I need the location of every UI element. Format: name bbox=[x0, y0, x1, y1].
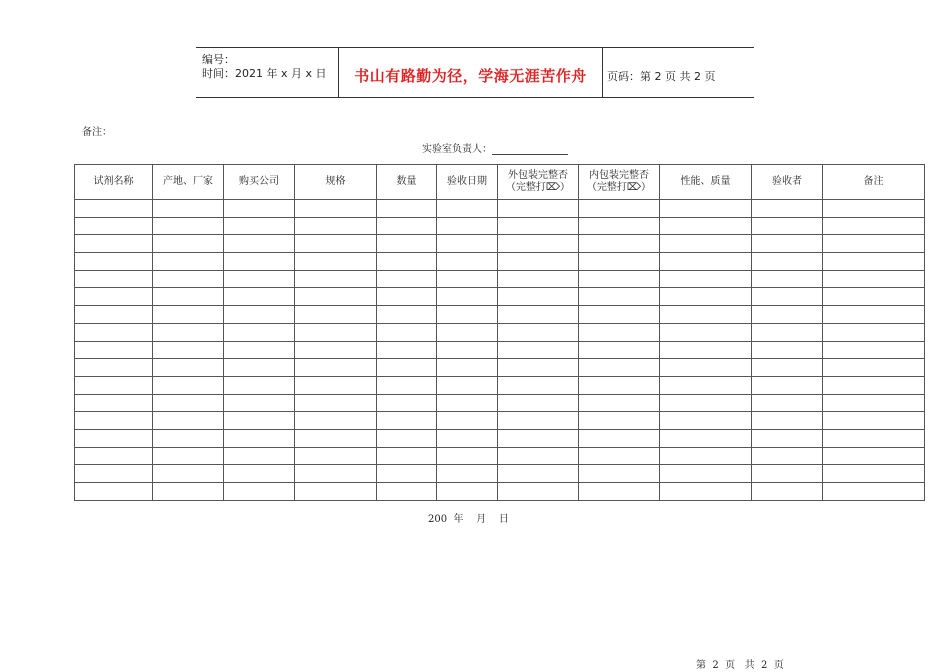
table-row bbox=[75, 288, 925, 306]
table-cell[interactable] bbox=[75, 270, 153, 288]
table-cell[interactable] bbox=[498, 394, 579, 412]
table-row bbox=[75, 359, 925, 377]
signature-blank-line bbox=[492, 144, 568, 155]
table-cell[interactable] bbox=[295, 376, 377, 394]
table-cell[interactable] bbox=[823, 412, 925, 430]
table-cell[interactable] bbox=[579, 483, 660, 501]
table-cell[interactable] bbox=[153, 253, 224, 271]
table-cell[interactable] bbox=[437, 253, 498, 271]
table-cell[interactable] bbox=[75, 465, 153, 483]
table-cell[interactable] bbox=[752, 323, 823, 341]
table-cell[interactable] bbox=[295, 394, 377, 412]
table-cell[interactable] bbox=[377, 412, 437, 430]
table-cell[interactable] bbox=[75, 235, 153, 253]
column-header-label: 产地、厂家 bbox=[163, 176, 213, 187]
table-cell[interactable] bbox=[498, 323, 579, 341]
table-cell[interactable] bbox=[579, 306, 660, 324]
footer-page-number: 第 2 页 共 2 页 bbox=[696, 660, 784, 671]
table-cell[interactable] bbox=[377, 217, 437, 235]
motto-text: 书山有路勤为径，学海无涯苦作舟 bbox=[354, 67, 587, 85]
table-cell[interactable] bbox=[224, 341, 295, 359]
table-cell[interactable] bbox=[295, 447, 377, 465]
table-cell[interactable] bbox=[823, 253, 925, 271]
table-cell[interactable] bbox=[660, 235, 752, 253]
table-cell[interactable] bbox=[224, 447, 295, 465]
table-cell[interactable] bbox=[153, 359, 224, 377]
column-header bbox=[75, 165, 153, 200]
table-cell[interactable] bbox=[295, 288, 377, 306]
table-header-row bbox=[75, 165, 925, 200]
table-cell[interactable] bbox=[75, 323, 153, 341]
table-cell[interactable] bbox=[660, 217, 752, 235]
table-row bbox=[75, 483, 925, 501]
lab-responsible bbox=[422, 140, 568, 155]
column-header bbox=[153, 165, 224, 200]
table-cell[interactable] bbox=[75, 412, 153, 430]
table-cell[interactable] bbox=[498, 447, 579, 465]
table-cell[interactable] bbox=[752, 270, 823, 288]
table-cell[interactable] bbox=[752, 341, 823, 359]
table-cell[interactable] bbox=[579, 217, 660, 235]
table-cell[interactable] bbox=[660, 412, 752, 430]
table-cell[interactable] bbox=[75, 306, 153, 324]
table-cell[interactable] bbox=[660, 394, 752, 412]
table-cell[interactable] bbox=[377, 447, 437, 465]
table-cell[interactable] bbox=[660, 288, 752, 306]
table-cell[interactable] bbox=[752, 394, 823, 412]
table-cell[interactable] bbox=[823, 288, 925, 306]
table-cell[interactable] bbox=[823, 306, 925, 324]
table-cell[interactable] bbox=[498, 253, 579, 271]
table-cell[interactable] bbox=[153, 412, 224, 430]
table-cell[interactable] bbox=[498, 217, 579, 235]
table-cell[interactable] bbox=[75, 217, 153, 235]
table-cell[interactable] bbox=[295, 341, 377, 359]
table-cell[interactable] bbox=[660, 341, 752, 359]
table-cell[interactable] bbox=[437, 235, 498, 253]
column-header-label: 外包装完整否 bbox=[508, 170, 568, 181]
table-cell[interactable] bbox=[224, 200, 295, 218]
table-cell[interactable] bbox=[75, 359, 153, 377]
header-left-cell bbox=[196, 48, 338, 97]
table-cell[interactable] bbox=[153, 483, 224, 501]
table-cell[interactable] bbox=[498, 341, 579, 359]
column-header bbox=[377, 165, 437, 200]
table-cell[interactable] bbox=[752, 483, 823, 501]
table-cell[interactable] bbox=[437, 306, 498, 324]
table-row bbox=[75, 376, 925, 394]
table-cell[interactable] bbox=[752, 253, 823, 271]
table-cell[interactable] bbox=[75, 483, 153, 501]
table-cell[interactable] bbox=[752, 447, 823, 465]
table-cell[interactable] bbox=[224, 217, 295, 235]
table-cell[interactable] bbox=[153, 235, 224, 253]
table-cell[interactable] bbox=[823, 447, 925, 465]
table-cell[interactable] bbox=[153, 465, 224, 483]
column-header-label: 购买公司 bbox=[239, 176, 279, 187]
table-cell[interactable] bbox=[752, 235, 823, 253]
table-cell[interactable] bbox=[437, 483, 498, 501]
table-row bbox=[75, 200, 925, 218]
table-cell[interactable] bbox=[437, 429, 498, 447]
document-time: 时间：2021 年 x 月 x 日 bbox=[202, 67, 327, 80]
table-row bbox=[75, 341, 925, 359]
table-row bbox=[75, 447, 925, 465]
table-cell[interactable] bbox=[579, 412, 660, 430]
table-cell[interactable] bbox=[224, 270, 295, 288]
table-cell[interactable] bbox=[579, 323, 660, 341]
header-page-cell bbox=[601, 48, 754, 97]
table-cell[interactable] bbox=[75, 341, 153, 359]
page-info: 页码：第 2 页 共 2 页 bbox=[607, 70, 716, 83]
table-cell[interactable] bbox=[498, 429, 579, 447]
table-cell[interactable] bbox=[377, 200, 437, 218]
table-cell[interactable] bbox=[224, 253, 295, 271]
table-cell[interactable] bbox=[579, 341, 660, 359]
table-cell[interactable] bbox=[498, 200, 579, 218]
table-row bbox=[75, 323, 925, 341]
table-cell[interactable] bbox=[823, 235, 925, 253]
lab-responsible-label: 实验室负责人： bbox=[422, 144, 492, 155]
table-cell[interactable] bbox=[823, 483, 925, 501]
table-cell[interactable] bbox=[823, 217, 925, 235]
table-cell[interactable] bbox=[153, 429, 224, 447]
table-cell[interactable] bbox=[660, 253, 752, 271]
table-cell[interactable] bbox=[437, 200, 498, 218]
table-cell[interactable] bbox=[823, 376, 925, 394]
table-cell[interactable] bbox=[823, 323, 925, 341]
table-cell[interactable] bbox=[823, 429, 925, 447]
table-cell[interactable] bbox=[752, 429, 823, 447]
table-cell[interactable] bbox=[377, 376, 437, 394]
table-cell[interactable] bbox=[437, 447, 498, 465]
document-header bbox=[196, 47, 754, 98]
table-cell[interactable] bbox=[295, 483, 377, 501]
table-cell[interactable] bbox=[377, 306, 437, 324]
table-cell[interactable] bbox=[224, 429, 295, 447]
table-cell[interactable] bbox=[377, 288, 437, 306]
table-cell[interactable] bbox=[295, 359, 377, 377]
table-cell[interactable] bbox=[377, 253, 437, 271]
document-number-label: 编号： bbox=[202, 53, 235, 66]
table-cell[interactable] bbox=[153, 341, 224, 359]
table-cell[interactable] bbox=[437, 376, 498, 394]
table-cell[interactable] bbox=[752, 306, 823, 324]
column-header bbox=[752, 165, 823, 200]
table-cell[interactable] bbox=[579, 200, 660, 218]
reagent-acceptance-table bbox=[74, 164, 925, 501]
table-cell[interactable] bbox=[660, 306, 752, 324]
column-header-label: 试剂名称 bbox=[93, 176, 134, 187]
table-cell[interactable] bbox=[823, 341, 925, 359]
table-cell[interactable] bbox=[660, 429, 752, 447]
table-cell[interactable] bbox=[377, 465, 437, 483]
table-cell[interactable] bbox=[437, 359, 498, 377]
table-cell[interactable] bbox=[437, 412, 498, 430]
table-cell[interactable] bbox=[153, 288, 224, 306]
table-cell[interactable] bbox=[437, 341, 498, 359]
table-cell[interactable] bbox=[498, 288, 579, 306]
column-header-note: （完整打⌦） bbox=[505, 182, 571, 193]
table-row bbox=[75, 253, 925, 271]
table-cell[interactable] bbox=[823, 394, 925, 412]
column-header-note: （完整打⌦） bbox=[586, 182, 652, 193]
table-cell[interactable] bbox=[752, 412, 823, 430]
table-cell[interactable] bbox=[437, 270, 498, 288]
table-cell[interactable] bbox=[224, 323, 295, 341]
table-cell[interactable] bbox=[377, 394, 437, 412]
table-cell[interactable] bbox=[224, 465, 295, 483]
column-header-label: 验收日期 bbox=[447, 176, 487, 187]
table-cell[interactable] bbox=[75, 429, 153, 447]
table-cell[interactable] bbox=[153, 270, 224, 288]
table-row bbox=[75, 412, 925, 430]
table-cell[interactable] bbox=[224, 288, 295, 306]
table-cell[interactable] bbox=[224, 306, 295, 324]
table-cell[interactable] bbox=[498, 235, 579, 253]
table-cell[interactable] bbox=[377, 270, 437, 288]
table-cell[interactable] bbox=[153, 200, 224, 218]
table-cell[interactable] bbox=[579, 253, 660, 271]
table-cell[interactable] bbox=[224, 483, 295, 501]
table-cell[interactable] bbox=[75, 253, 153, 271]
table-cell[interactable] bbox=[823, 359, 925, 377]
table-cell[interactable] bbox=[153, 217, 224, 235]
column-header bbox=[437, 165, 498, 200]
table-cell[interactable] bbox=[498, 306, 579, 324]
table-cell[interactable] bbox=[295, 270, 377, 288]
table-cell[interactable] bbox=[660, 483, 752, 501]
table-cell[interactable] bbox=[437, 217, 498, 235]
table-cell[interactable] bbox=[498, 270, 579, 288]
table-cell[interactable] bbox=[295, 217, 377, 235]
table-cell[interactable] bbox=[660, 376, 752, 394]
table-cell[interactable] bbox=[75, 200, 153, 218]
table-row bbox=[75, 429, 925, 447]
table-cell[interactable] bbox=[498, 359, 579, 377]
table-cell[interactable] bbox=[752, 376, 823, 394]
column-header bbox=[823, 165, 925, 200]
table-cell[interactable] bbox=[437, 394, 498, 412]
table-cell[interactable] bbox=[752, 465, 823, 483]
table-cell[interactable] bbox=[579, 270, 660, 288]
table-cell[interactable] bbox=[224, 412, 295, 430]
table-cell[interactable] bbox=[295, 200, 377, 218]
table-cell[interactable] bbox=[224, 235, 295, 253]
header-motto-cell bbox=[338, 48, 603, 97]
table-body bbox=[75, 200, 925, 501]
table-cell[interactable] bbox=[752, 288, 823, 306]
column-header bbox=[295, 165, 377, 200]
table-cell[interactable] bbox=[224, 359, 295, 377]
table-cell[interactable] bbox=[660, 465, 752, 483]
table-cell[interactable] bbox=[295, 235, 377, 253]
table-cell[interactable] bbox=[752, 217, 823, 235]
column-header-label: 验收者 bbox=[772, 176, 802, 187]
table-row bbox=[75, 394, 925, 412]
column-header-label: 规格 bbox=[325, 176, 346, 187]
table-cell[interactable] bbox=[75, 447, 153, 465]
table-cell[interactable] bbox=[579, 394, 660, 412]
table-cell[interactable] bbox=[295, 306, 377, 324]
table-cell[interactable] bbox=[579, 359, 660, 377]
column-header-label: 数量 bbox=[396, 176, 417, 187]
table-cell[interactable] bbox=[377, 235, 437, 253]
table-cell[interactable] bbox=[579, 429, 660, 447]
table-cell[interactable] bbox=[823, 200, 925, 218]
column-header bbox=[224, 165, 295, 200]
table-cell[interactable] bbox=[377, 323, 437, 341]
table-row bbox=[75, 235, 925, 253]
table-cell[interactable] bbox=[579, 376, 660, 394]
table-row bbox=[75, 217, 925, 235]
table-cell[interactable] bbox=[579, 447, 660, 465]
table-cell[interactable] bbox=[75, 394, 153, 412]
table-cell[interactable] bbox=[498, 412, 579, 430]
table-cell[interactable] bbox=[224, 394, 295, 412]
table-cell[interactable] bbox=[498, 376, 579, 394]
table-cell[interactable] bbox=[437, 465, 498, 483]
table-row bbox=[75, 465, 925, 483]
table-cell[interactable] bbox=[579, 288, 660, 306]
table-cell[interactable] bbox=[295, 465, 377, 483]
column-header bbox=[498, 165, 579, 200]
table-cell[interactable] bbox=[660, 270, 752, 288]
column-header-label: 备注 bbox=[863, 176, 884, 187]
table-row bbox=[75, 270, 925, 288]
column-header bbox=[660, 165, 752, 200]
table-cell[interactable] bbox=[377, 341, 437, 359]
column-header-label: 内包装完整否 bbox=[589, 170, 649, 181]
table-cell[interactable] bbox=[224, 376, 295, 394]
table-cell[interactable] bbox=[75, 288, 153, 306]
table-cell[interactable] bbox=[660, 447, 752, 465]
table-cell[interactable] bbox=[377, 483, 437, 501]
table-cell[interactable] bbox=[295, 429, 377, 447]
table-cell[interactable] bbox=[437, 323, 498, 341]
table-cell[interactable] bbox=[752, 200, 823, 218]
table-cell[interactable] bbox=[660, 359, 752, 377]
table-cell[interactable] bbox=[660, 323, 752, 341]
table-cell[interactable] bbox=[295, 253, 377, 271]
table-cell[interactable] bbox=[579, 465, 660, 483]
table-cell[interactable] bbox=[153, 376, 224, 394]
table-cell[interactable] bbox=[823, 465, 925, 483]
table-cell[interactable] bbox=[153, 447, 224, 465]
table-cell[interactable] bbox=[153, 394, 224, 412]
table-cell[interactable] bbox=[823, 270, 925, 288]
table-cell[interactable] bbox=[752, 359, 823, 377]
column-header bbox=[579, 165, 660, 200]
date-line: 200 年 月 日 bbox=[428, 514, 509, 525]
table-cell[interactable] bbox=[579, 235, 660, 253]
table-cell[interactable] bbox=[498, 465, 579, 483]
table-cell[interactable] bbox=[498, 483, 579, 501]
table-cell[interactable] bbox=[437, 288, 498, 306]
table-cell[interactable] bbox=[660, 200, 752, 218]
table-cell[interactable] bbox=[153, 323, 224, 341]
column-header-label: 性能、质量 bbox=[680, 176, 731, 187]
remark-label: 备注： bbox=[82, 127, 112, 138]
table-row bbox=[75, 306, 925, 324]
table-cell[interactable] bbox=[295, 412, 377, 430]
table-cell[interactable] bbox=[75, 376, 153, 394]
table-cell[interactable] bbox=[295, 323, 377, 341]
table-cell[interactable] bbox=[377, 359, 437, 377]
table-cell[interactable] bbox=[377, 429, 437, 447]
table-cell[interactable] bbox=[153, 306, 224, 324]
